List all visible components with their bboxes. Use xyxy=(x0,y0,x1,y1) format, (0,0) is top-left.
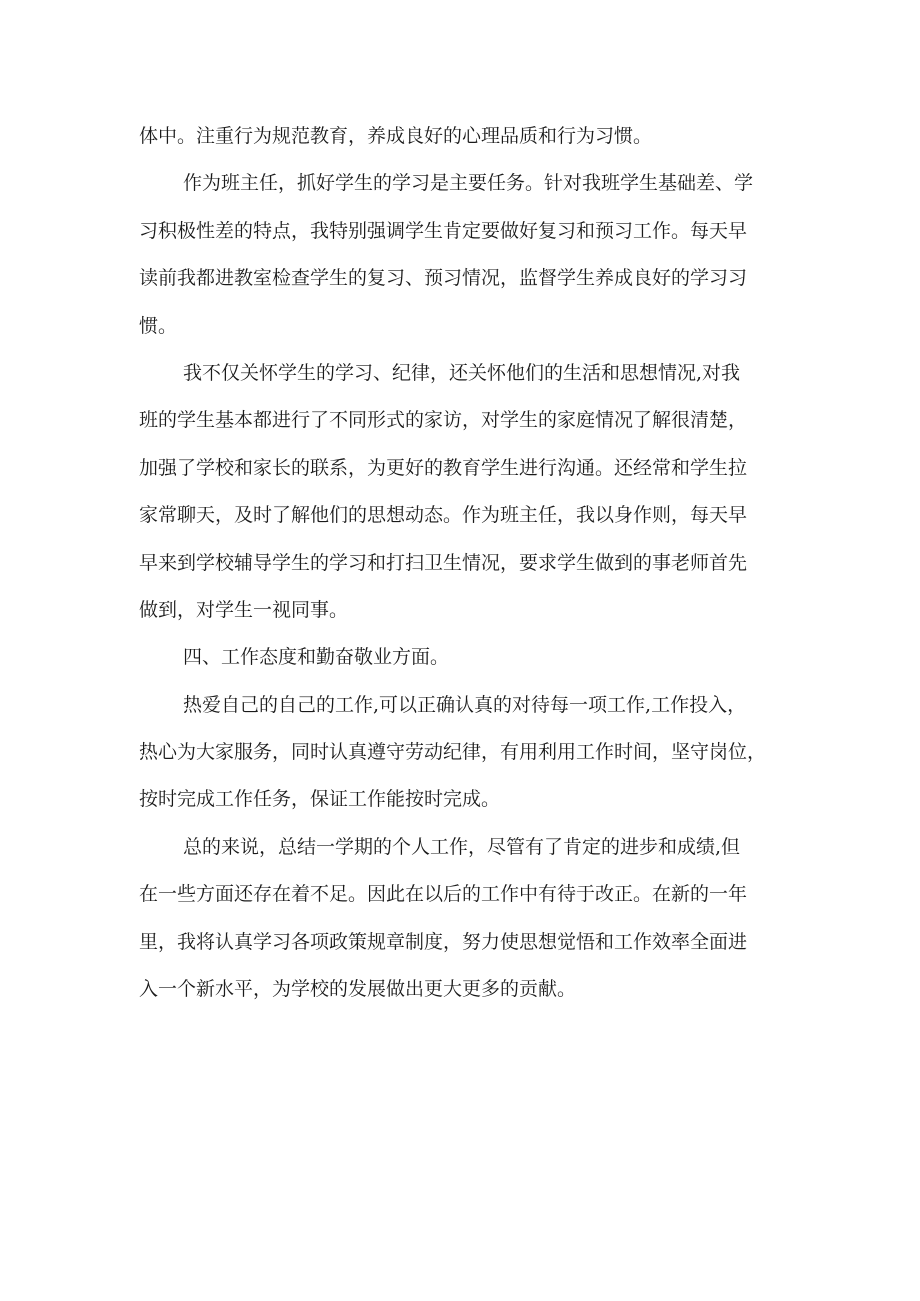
paragraph-line: 惯。 xyxy=(139,314,178,337)
paragraph-line: 入一个新水平，为学校的发展做出更大更多的贡献。 xyxy=(139,978,577,1001)
paragraph-line: 习积极性差的特点，我特别强调学生肯定要做好复习和预习工作。每天早 xyxy=(139,219,748,242)
paragraph-line: 按时完成工作任务，保证工作能按时完成。 xyxy=(139,788,501,811)
paragraph-line: 在一些方面还存在着不足。因此在以后的工作中有待于改正。在新的一年 xyxy=(139,883,748,906)
paragraph-line: 热心为大家服务，同时认真遵守劳动纪律，有用利用工作时间，坚守岗位， xyxy=(139,741,767,764)
paragraph-line: 热爱自己的自己的工作,可以正确认真的对待每一项工作,工作投入， xyxy=(183,693,747,716)
paragraph-line: 班的学生基本都进行了不同形式的家访，对学生的家庭情况了解很清楚， xyxy=(139,409,748,432)
paragraph-line: 体中。注重行为规范教育，养成良好的心理品质和行为习惯。 xyxy=(139,125,653,147)
paragraph-line: 家常聊天，及时了解他们的思想动态。作为班主任，我以身作则，每天早 xyxy=(139,504,748,527)
paragraph-line: 我不仅关怀学生的学习、纪律，还关怀他们的生活和思想情况,对我 xyxy=(183,361,741,384)
section-heading: 四、工作态度和勤奋敬业方面。 xyxy=(183,646,450,669)
paragraph-line: 总的来说，总结一学期的个人工作，尽管有了肯定的进步和成绩,但 xyxy=(183,835,741,858)
paragraph-line: 作为班主任，抓好学生的学习是主要任务。针对我班学生基础差、学 xyxy=(183,172,754,195)
paragraph-line: 早来到学校辅导学生的学习和打扫卫生情况，要求学生做到的事老师首先 xyxy=(139,551,748,574)
document-body xyxy=(139,124,784,1024)
paragraph-line: 里，我将认真学习各项政策规章制度，努力使思想觉悟和工作效率全面进 xyxy=(139,930,748,953)
paragraph-line: 加强了学校和家长的联系，为更好的教育学生进行沟通。还经常和学生拉 xyxy=(139,456,748,479)
paragraph-line: 做到，对学生一视同事。 xyxy=(139,598,349,621)
paragraph-line: 读前我都进教室检查学生的复习、预习情况，监督学生养成良好的学习习 xyxy=(139,267,748,290)
